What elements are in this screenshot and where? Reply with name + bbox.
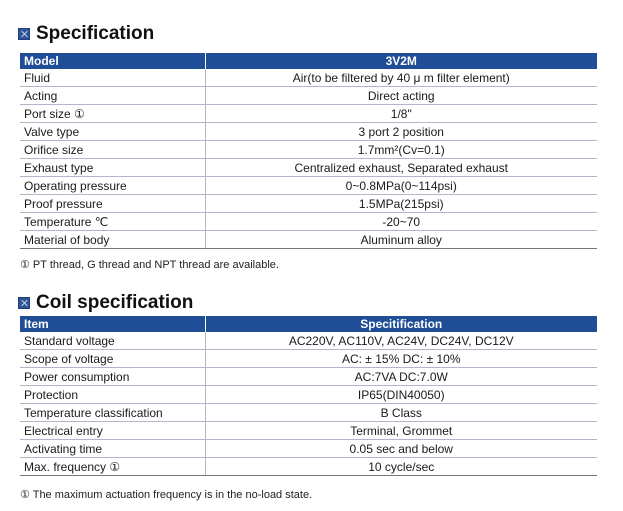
row-label: Proof pressure xyxy=(20,195,205,213)
row-label: Max. frequency ① xyxy=(20,458,205,476)
table-row xyxy=(20,177,597,195)
row-label: Port size ① xyxy=(20,105,205,123)
row-value: 0.05 sec and below xyxy=(205,440,597,458)
row-value: 3 port 2 position xyxy=(205,123,597,141)
coil-footnote: ① The maximum actuation frequency is in the no-load state. xyxy=(20,489,313,501)
table-row xyxy=(20,123,597,141)
row-label: Fluid xyxy=(20,69,205,87)
row-value: 0~0.8MPa(0~114psi) xyxy=(205,177,597,195)
table-row xyxy=(20,231,597,249)
section-bullet-icon xyxy=(18,28,30,40)
row-label: Power consumption xyxy=(20,368,205,386)
row-label: Material of body xyxy=(20,231,205,249)
spec-header-label: Model xyxy=(20,53,205,69)
table-row xyxy=(20,213,597,231)
coil-header-label: Item xyxy=(20,316,205,332)
table-row xyxy=(20,386,597,404)
coil-title-text: Coil specification xyxy=(36,292,194,313)
row-value: B Class xyxy=(205,404,597,422)
table-row xyxy=(20,350,597,368)
row-value: AC: ± 15% DC: ± 10% xyxy=(205,350,597,368)
row-label: Orifice size xyxy=(20,141,205,159)
row-value: Aluminum alloy xyxy=(205,231,597,249)
row-value: Terminal, Grommet xyxy=(205,422,597,440)
table-row xyxy=(20,69,597,87)
row-label: Activating time xyxy=(20,440,205,458)
table-row xyxy=(20,368,597,386)
row-value: Centralized exhaust, Separated exhaust xyxy=(205,159,597,177)
coil-header-row xyxy=(20,316,597,332)
spec-title-text: Specification xyxy=(36,23,155,44)
spec-header-value: 3V2M xyxy=(205,53,597,69)
spec-section-title xyxy=(18,23,154,45)
row-value: Air(to be filtered by 40 μ m filter element) xyxy=(205,69,597,87)
table-row xyxy=(20,404,597,422)
row-label: Standard voltage xyxy=(20,332,205,350)
table-row xyxy=(20,422,597,440)
row-value: IP65(DIN40050) xyxy=(205,386,597,404)
row-value: 10 cycle/sec xyxy=(205,458,597,476)
row-value: -20~70 xyxy=(205,213,597,231)
row-label: Valve type xyxy=(20,123,205,141)
coil-section-title xyxy=(18,292,193,314)
row-value: Direct acting xyxy=(205,87,597,105)
table-row xyxy=(20,195,597,213)
table-row xyxy=(20,159,597,177)
spec-footnote: ① PT thread, G thread and NPT thread are available. xyxy=(20,259,279,271)
row-label: Operating pressure xyxy=(20,177,205,195)
row-value: AC220V, AC110V, AC24V, DC24V, DC12V xyxy=(205,332,597,350)
row-value: AC:7VA DC:7.0W xyxy=(205,368,597,386)
section-bullet-icon xyxy=(18,297,30,309)
row-label: Temperature classification xyxy=(20,404,205,422)
row-label: Exhaust type xyxy=(20,159,205,177)
table-row xyxy=(20,87,597,105)
row-label: Acting xyxy=(20,87,205,105)
coil-header-value: Specitification xyxy=(205,316,597,332)
row-label: Protection xyxy=(20,386,205,404)
row-value: 1/8" xyxy=(205,105,597,123)
row-value: 1.7mm²(Cv=0.1) xyxy=(205,141,597,159)
coil-table xyxy=(20,316,597,476)
table-row xyxy=(20,105,597,123)
row-value: 1.5MPa(215psi) xyxy=(205,195,597,213)
table-row xyxy=(20,332,597,350)
row-label: Electrical entry xyxy=(20,422,205,440)
table-row xyxy=(20,141,597,159)
row-label: Scope of voltage xyxy=(20,350,205,368)
row-label: Temperature ℃ xyxy=(20,213,205,231)
spec-header-row xyxy=(20,53,597,69)
table-row xyxy=(20,458,597,476)
table-row xyxy=(20,440,597,458)
spec-table xyxy=(20,53,597,249)
